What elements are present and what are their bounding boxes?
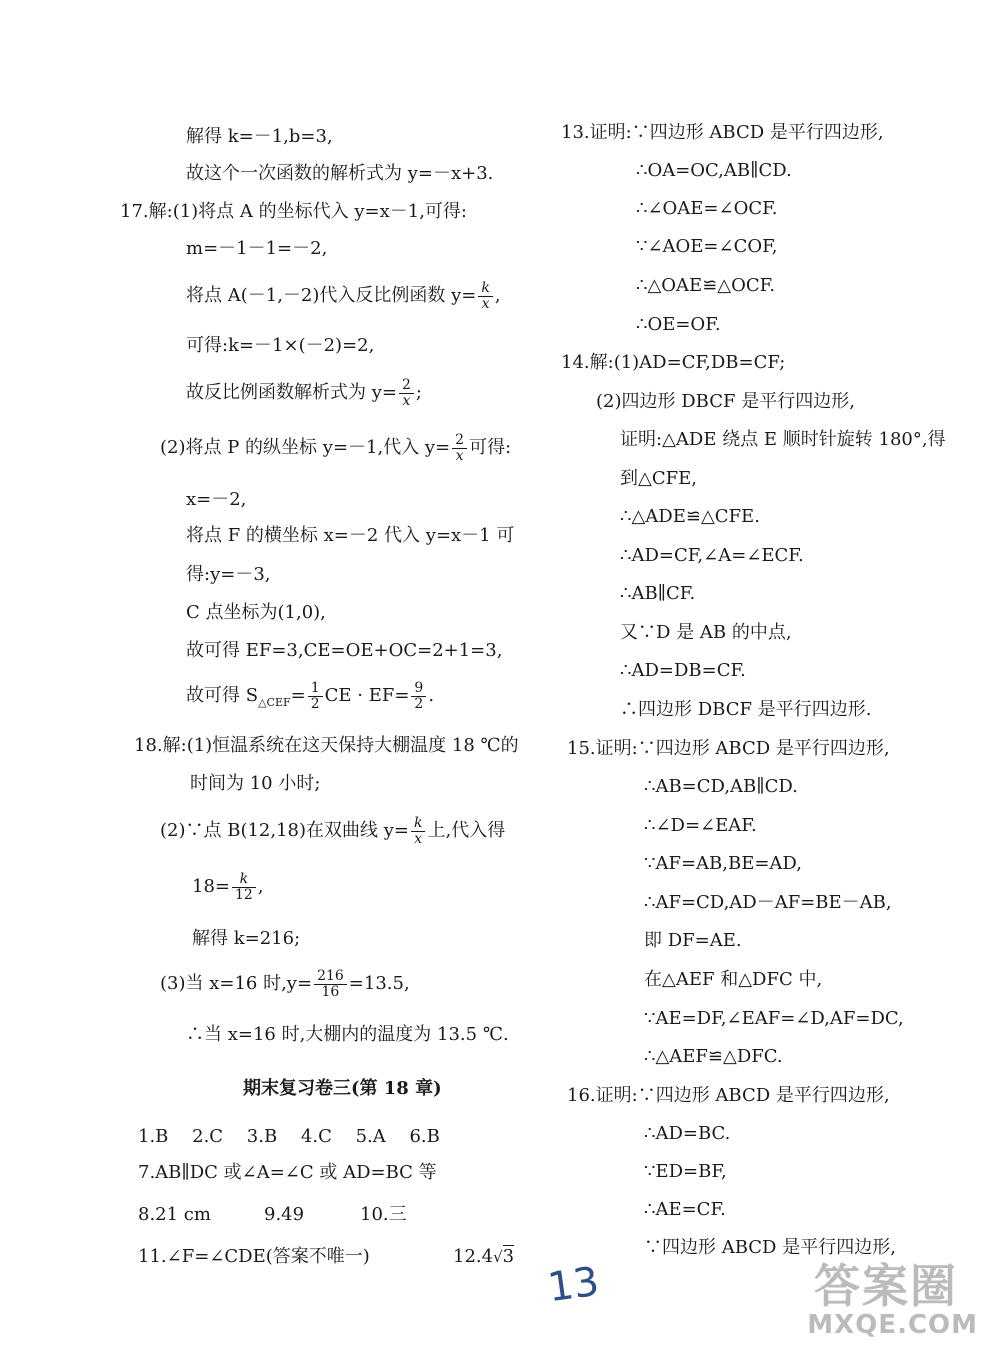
text-line: ∴AD=DB=CF. <box>620 660 746 681</box>
text-line: 故可得 $S_{\triangle CEF}=$ $\frac{1}{2}$ CE · EF= $\frac{9}{2}$ . <box>186 680 435 712</box>
fraction: $\frac{k}{x}$ <box>411 816 425 846</box>
text-line: 又∵D 是 AB 的中点, <box>620 622 792 643</box>
text-line: ∵四边形 ABCD 是平行四边形, <box>644 1237 896 1258</box>
fraction: $\frac{k}{12}$ <box>232 872 256 902</box>
fraction: $\frac{2}{x}$ <box>452 433 467 463</box>
text-line: ∴△AEF≌△DFC. <box>644 1046 783 1067</box>
text-line: 解得 k=216; <box>192 928 301 949</box>
answer-9: 9.49 <box>264 1204 305 1225</box>
answer-10: 10.三 <box>360 1204 407 1225</box>
fraction: $\frac{9}{2}$ <box>411 681 426 711</box>
text-line: 得:y=－3, <box>186 564 271 585</box>
fraction: $\frac{2}{x}$ <box>399 378 414 408</box>
fraction: $\frac{216}{16}$ <box>314 969 347 999</box>
text-line: 故反比例函数解析式为 y= $\frac{2}{x}$ ; <box>186 377 422 409</box>
watermark-title: 答案圈 <box>814 1259 958 1313</box>
text-line: 将点 F 的横坐标 x=－2 代入 y=x－1 可 <box>186 525 515 546</box>
answer-12: 12.4√3 <box>453 1246 515 1267</box>
text-line: ∴当 x=16 时,大棚内的温度为 13.5 ℃. <box>186 1024 509 1045</box>
text-line: ∴OA=OC,AB∥CD. <box>636 160 792 181</box>
text-line: ∵AF=AB,BE=AD, <box>644 853 802 874</box>
text-line: ∵∠AOE=∠COF, <box>636 236 778 257</box>
text-line: 18= $\frac{k}{12}$ , <box>192 871 264 903</box>
text-line: ∵ED=BF, <box>644 1161 727 1182</box>
text-line: ∴AE=CF. <box>644 1199 726 1220</box>
question-13-heading: 13.证明:∵四边形 ABCD 是平行四边形, <box>561 122 884 143</box>
page-number: 13 <box>545 1258 602 1312</box>
text-line: ∴AB=CD,AB∥CD. <box>644 776 798 797</box>
answer-8: 8.21 cm <box>138 1204 211 1225</box>
text-line: 到△CFE, <box>620 468 697 489</box>
text-line: (2)四边形 DBCF 是平行四边形, <box>596 391 855 412</box>
text-line: ∴AD=CF,∠A=∠ECF. <box>620 545 804 566</box>
text-line: ∴AF=CD,AD－AF=BE－AB, <box>644 892 892 913</box>
text-line: (3)当 x=16 时,y= $\frac{216}{16}$ =13.5, <box>160 968 410 1000</box>
text-line: ∴AB∥CF. <box>620 583 696 604</box>
question-17-heading: 17.解:(1)将点 A 的坐标代入 y=x－1,可得: <box>120 201 467 222</box>
watermark-url: MXQE.COM <box>807 1310 978 1340</box>
question-16-heading: 16.证明:∵四边形 ABCD 是平行四边形, <box>567 1085 890 1106</box>
text-line: ∴△OAE≌△OCF. <box>636 275 776 296</box>
watermark-logo <box>758 1250 988 1340</box>
text-line: ∴OE=OF. <box>636 314 721 335</box>
text-line: 故这个一次函数的解析式为 y=－x+3. <box>186 163 494 184</box>
fraction: $\frac{k}{x}$ <box>478 281 492 311</box>
fraction: $\frac{1}{2}$ <box>308 681 323 711</box>
text-line: ∴AD=BC. <box>644 1123 731 1144</box>
text-line: 将点 A(－1,－2)代入反比例函数 y= $\frac{k}{x}$ , <box>186 280 501 312</box>
question-15-heading: 15.证明:∵四边形 ABCD 是平行四边形, <box>567 738 890 759</box>
text-line: ∵AE=DF,∠EAF=∠D,AF=DC, <box>644 1008 904 1029</box>
text-line: (2)将点 P 的纵坐标 y=－1,代入 y= $\frac{2}{x}$ 可得: <box>160 432 512 464</box>
text-line: ∴∠OAE=∠OCF. <box>636 198 778 219</box>
answer-11: 11.∠F=∠CDE(答案不唯一) <box>138 1246 370 1267</box>
text-line: 解得 k=－1,b=3, <box>186 126 333 147</box>
text-line: 证明:△ADE 绕点 E 顺时针旋转 180°,得 <box>620 429 946 450</box>
text-line: 即 DF=AE. <box>644 930 742 951</box>
text-line: (2)∵点 B(12,18)在双曲线 y= $\frac{k}{x}$ 上,代入得 <box>160 815 506 847</box>
answer-line: 1.B 2.C 3.B 4.C 5.A 6.B <box>138 1126 440 1147</box>
answer-line: 7.AB∥DC 或∠A=∠C 或 AD=BC 等 <box>138 1162 437 1183</box>
text-line: ∴△ADE≌△CFE. <box>620 506 760 527</box>
section-title: 期末复习卷三(第 18 章) <box>243 1078 442 1099</box>
text-line: m=－1－1=－2, <box>186 238 328 259</box>
question-18-heading: 18.解:(1)恒温系统在这天保持大棚温度 18 ℃的 <box>134 735 519 756</box>
text-line: C 点坐标为(1,0), <box>186 602 326 623</box>
text-line: 故可得 EF=3,CE=OE+OC=2+1=3, <box>186 640 503 661</box>
text-line: ∴四边形 DBCF 是平行四边形. <box>620 699 872 720</box>
text-line: ∴∠D=∠EAF. <box>644 815 757 836</box>
text-line: x=－2, <box>186 489 247 510</box>
question-14-heading: 14.解:(1)AD=CF,DB=CF; <box>561 352 786 373</box>
text-line: 在△AEF 和△DFC 中, <box>644 969 823 990</box>
text-line: 可得:k=－1×(－2)=2, <box>186 335 375 356</box>
text-line: 时间为 10 小时; <box>190 773 321 794</box>
